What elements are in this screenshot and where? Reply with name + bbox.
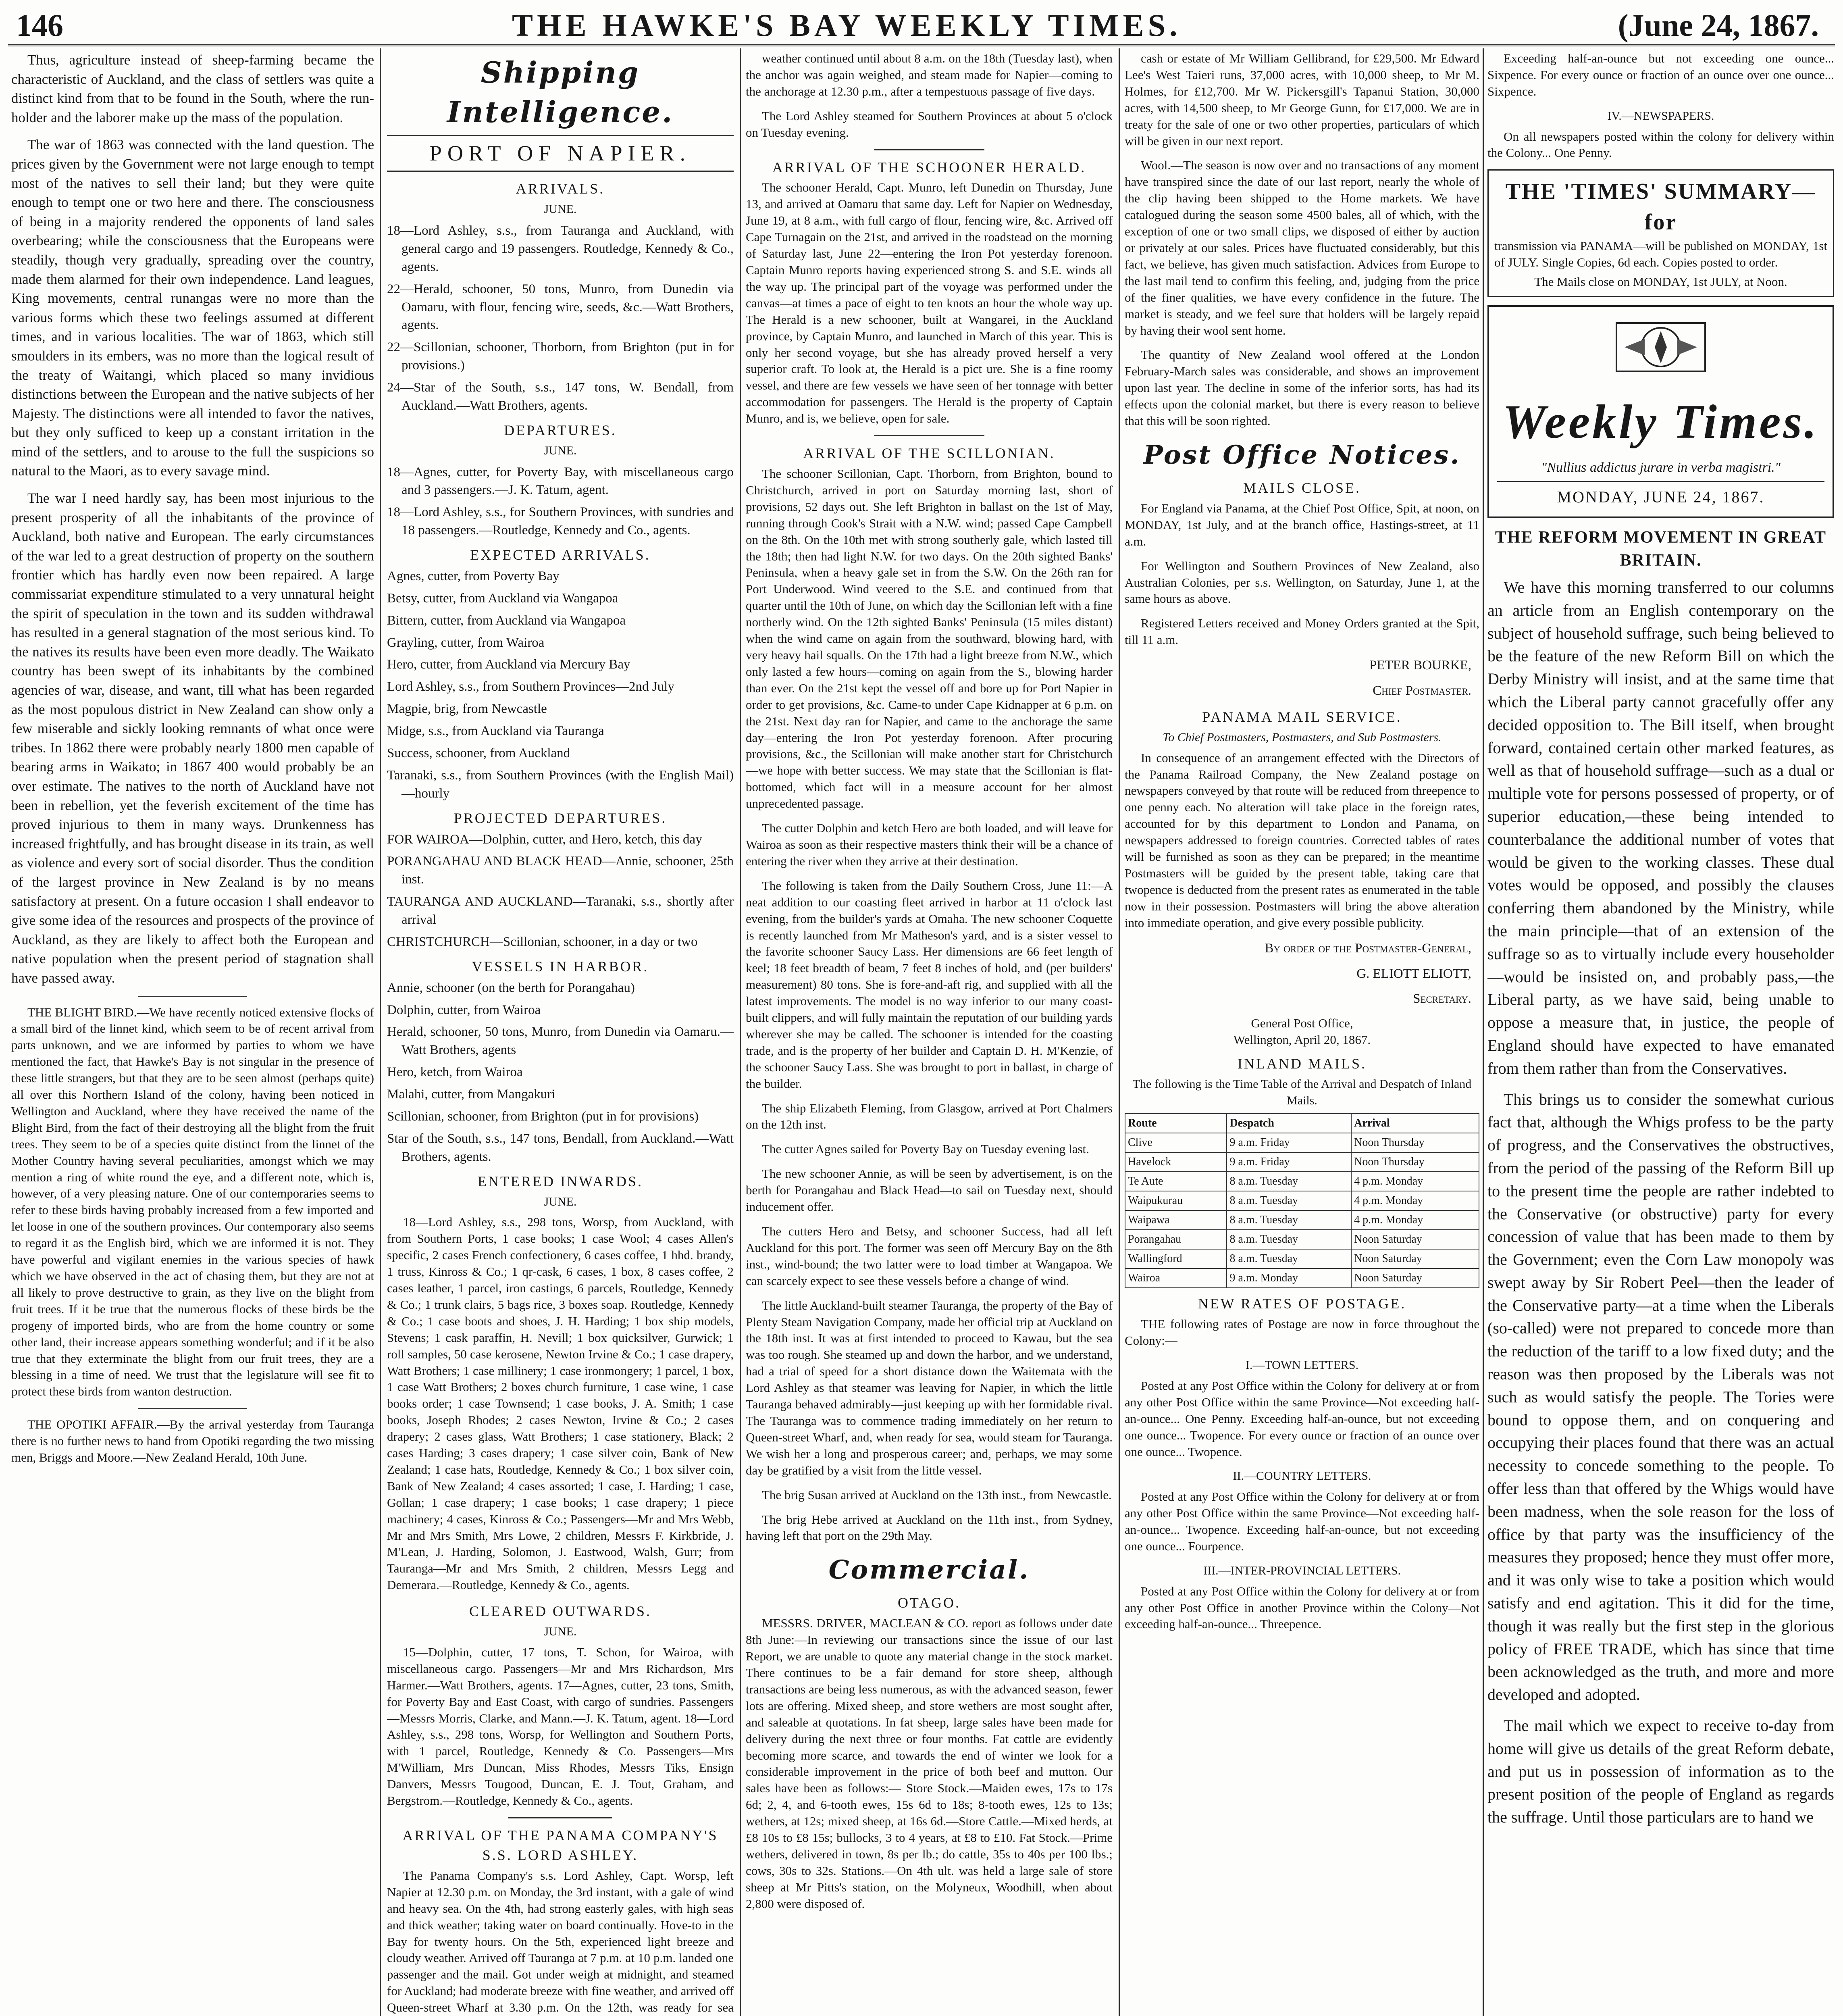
vessel-entry: Scillonian, schooner, from Brighton (put in for provisions) (387, 1109, 699, 1124)
table-cell: 8 a.m. Tuesday (1227, 1172, 1351, 1191)
table-row (1125, 1249, 1479, 1268)
newspaper-page (8, 0, 1835, 2016)
table-cell: Te Aute (1125, 1172, 1227, 1191)
summary-text: transmission via PANAMA—will be published on MONDAY, 1st of JULY. Single Copies, 6d each. Copies posted to order. (1494, 238, 1827, 269)
page-number: 146 (16, 8, 63, 43)
crest-icon (1600, 315, 1721, 379)
table-cell: Porangahau (1125, 1230, 1227, 1249)
projected-departures-heading: PROJECTED DEPARTURES. (453, 810, 667, 826)
table-cell: Havelock (1125, 1152, 1227, 1172)
arrival-entry: 18—Lord Ashley, s.s., from Tauranga and Auckland, with general cargo and 19 passengers. Routledge, Kennedy & Co., agents. (387, 223, 734, 274)
table-cell: 9 a.m. Monday (1227, 1268, 1351, 1288)
panama-mail-heading: PANAMA MAIL SERVICE. (1202, 708, 1402, 725)
expected-arrivals-heading: EXPECTED ARRIVALS. (470, 547, 651, 563)
signature-title: Chief Postmaster. (1373, 683, 1471, 698)
article-paragraph: The war of 1863 was connected with the land question. The prices given by the Government were not large enough to tempt most of the natives to sell their land; but they were quite enough to tempt one or two here and there. The consciousness of being in a majority rendered the opponents of land sales overbearing; while the consciousness that the Europeans were steadily, though very gradually, spreading over the country, made them alarmed for their own independence. Land leagues, King movements, central runangas were no more than the various forms which these two feelings assumed at different times, and in various localities. The war of 1863, which still smoulders in its embers, was no more than the logical result of the treaty of Waitangi, which placed so many invidious distinctions between the European and the native subjects of her Majesty. The distinctions were all intended to favor the natives, but they only sufficed to keep up a constant irritation in the mind of the settlers, and to arouse to the full the suspicions so natural to the Maori, as to every savage mind. (11, 137, 374, 479)
masthead (1487, 305, 1834, 518)
departure-entry: 18—Agnes, cutter, for Poverty Bay, with miscellaneous cargo and 3 passengers.—J. K. Tatum, agent. (387, 464, 734, 498)
reform-heading: THE REFORM MOVEMENT IN GREAT BRITAIN. (1495, 528, 1827, 570)
article-paragraph: cash or estate of Mr William Gellibrand, for £29,500. Mr Edward Lee's West Taieri runs, 37,000 acres, with 10,000 sheep, to Mr M. Holmes, for £12,700. Mr W. Pickersgill's Tapanui Station, 30,000 acres, with 14,500 sheep, to Mr George Gunn, for £17,000. We are in treaty for the sale of one or two other properties, particulars of which will be given in our next report. (1125, 51, 1479, 148)
shipping-note: The cutter Agnes sailed for Poverty Bay on Tuesday evening last. (762, 1142, 1089, 1156)
table-cell: 4 p.m. Monday (1351, 1210, 1479, 1230)
table-cell: Waipawa (1125, 1210, 1227, 1230)
inland-mails-table (1125, 1113, 1479, 1289)
vessel-entry: Star of the South, s.s., 147 tons, Bendall, from Auckland.—Watt Brothers, agents. (387, 1131, 734, 1164)
table-row (1125, 1152, 1479, 1172)
projected-entry: CHRISTCHURCH—Scillonian, schooner, in a day or two (387, 934, 698, 949)
inland-mails-heading: INLAND MAILS. (1238, 1056, 1367, 1072)
postage-rates-intro: THE following rates of Postage are now in force throughout the Colony:— (1125, 1317, 1479, 1348)
notice-paragraph: For Wellington and Southern Provinces of New Zealand, also Australian Colonies, per s.s. Wellington, on Saturday, June 1, at the same hours as above. (1125, 558, 1479, 606)
table-row (1125, 1210, 1479, 1230)
article-paragraph: The quantity of New Zealand wool offered at the London February-March sales was considerable, and shows an improvement upon last year. The decline in some of the inferior sorts, has had its effects upon the colonial market, but there is every reason to believe that this will be soon righted. (1125, 348, 1479, 428)
panama-text: In consequence of an arrangement effected with the Directors of the Panama Railroad Company, the New Zealand postage on newspapers conveyed by that route will be reduced from threepence to one penny each. No alteration will take place in the foreign rates, accounted for by this department to London and Panama, on newspapers addressed to foreign countries. Corrected tables of rates will be furnished as soon as they can be prepared; in the meantime Postmasters will be guided by the present table, taking care that twopence is deducted from the present rates as enumerated in the table now in their possession. Postmasters will bring the above alteration into immediate operation, and give every possible publicity. (1125, 750, 1479, 930)
table-cell: Wairoa (1125, 1268, 1227, 1288)
shipping-note: The cutter Dolphin and ketch Hero are both loaded, and will leave for Wairoa as soon as their respective masters think their will be a chance of entering the river when they arrive at their destination. (746, 821, 1113, 868)
summary-heading: THE 'TIMES' SUMMARY—for (1505, 179, 1816, 235)
expected-entry: Taranaki, s.s., from Southern Provinces (with the English Mail)—hourly (387, 768, 734, 801)
shipping-note: The little Auckland-built steamer Tauranga, the property of the Bay of Plenty Steam Navigation Company, made her official trip at Auckland on the 18th inst. It was at first intended to proceed to Kawau, but the sea was too rough. She steamed up and down the harbor, and we understand, had a trial of speed for a short distance down the Waitemata with the Lord Ashley as that steamer was leaving for Napier, in which the little Tauranga behaved admirably—just keeping up with her formidable rival. The Tauranga was to commence trading immediately on her return to Queen-street Wharf, and, when ready for sea, would steam for Tauranga. We wish her a long and prosperous career; and, perhaps, we may some day be gratified by a visit from the little vessel. (746, 1298, 1113, 1477)
rates-text: Posted at any Post Office within the Colony for delivery at or from any other Post Office within the same Province—Not exceeding half-an-ounce... One Penny. Exceeding half-an-ounce, but not exceeding one ounce... Twopence. For every ounce or fraction of an ounce over one ounce... Twopence. (1125, 1378, 1479, 1459)
entered-inwards-text: 18—Lord Ashley, s.s., 298 tons, Worsp, from Auckland, with from Southern Ports, 1 case books; 1 case Wool; 4 cases Allen's specific, 2 cases French confectionery, 6 cases coffee, 1 hhd. brandy, 1 truss, Kinross & Co.; 1 qr-cask, 6 cases, 1 box, 8 cases coffee, 2 cases leather, 1 parcel, iron castings, 6 parcels, Routledge, Kennedy & Co.; 1 trunk clairs, 5 bags rice, 3 boxes soap. Routledge, Kennedy & Co.; 1 case boots and shoes, J. H. Harding; 1 box ship models, Stevens; 1 cask paraffin, H. Nevill; 1 box quicksilver, Gurwick; 1 roll samples, 50 case kerosene, Newton Irvine & Co.; 1 case drapery, Watt Brothers; 1 case millinery; 1 case ironmongery; 1 parcel, 1 box, 1 case Watt Brothers; 2 boxes church furniture, 1 case wine, 1 case books order; 1 case Townsend; 1 case books, J. A. Smith; 1 case books, Joseph Rhodes; 2 cases Newton, Irvine & Co.; 2 cases drapery; 2 cases glass, Watt Brothers; 1 case stationery, Black; 2 cases Harding; 3 cases drapery; 1 case silver coin, Bank of New Zealand; 1 case hats, Routledge, Kennedy & Co.; 1 box silver coin, Bank of New Zealand; 4 cases assorted; 1 case, J. Harding; 1 case, Gollan; 1 case drapery; 1 case books; 1 case drapery; 1 piece machinery; 4 cases, Kinross & Co.; Passengers—Mr and Mrs Webb, Mr and Mrs Smith, Mrs Lowe, 2 children, Messrs F. Kirkbride, J. M'Lean, J. Harding, Solomon, J. Eastwood, Walsh, Gurr; from Tauranga—Mr and Mrs Smith, 2 children, Messrs Legg and Demerara.—Routledge, Kennedy & Co., agents. (387, 1215, 734, 1592)
projected-entry: FOR WAIROA—Dolphin, cutter, and Hero, ketch, this day (387, 832, 702, 847)
projected-entry: PORANGAHAU AND BLACK HEAD—Annie, schooner, 25th inst. (387, 854, 734, 887)
newspapers-heading: IV.—NEWSPAPERS. (1607, 109, 1714, 123)
column-rule (1483, 48, 1484, 2016)
column-4 (1125, 50, 1479, 2016)
scillonian-heading: ARRIVAL OF THE SCILLONIAN. (803, 445, 1055, 462)
herald-heading: ARRIVAL OF THE SCHOONER HERALD. (772, 159, 1086, 175)
editorial-paragraph: We have this morning transferred to our columns an article from an English contemporary on the subject of household suffrage, such being believed to be the feature of the new Reform Bill on which the Derby Ministry will insist, and at the same time that which the Liberal party cannot gracefully offer any decided opposition to. The Bill itself, when brought forward, contained certain other marked features, as well as that of household suffrage—such as a dual or multiple vote for persons possessed of property, or of superior education,—these being intended to counterbalance the additional number of votes that would be given to the working classes. These dual votes would be opposed, and possibly the clauses conferring them abandoned by the Ministry, while the main principle—that of an extension of the suffrage so as to virtually include every householder—would be insisted on, and probably pass,—the Liberal party, as we have said, being unable to oppose a measure that, in justice, the people of England should have expected to have emanated from them rather than from the Conservatives. (1487, 578, 1834, 1077)
editorial-paragraph: This brings us to consider the somewhat curious fact that, although the Whigs profess to be the party of progress, and the Conservatives the obstructives, from the period of the passing of the Reform Bill up to the present time the people are rather indebted to the Conservative (or obstructive) party for every concession of value that has been made to them by the Government; even the Corn Law monopoly was swept away by Sir Robert Peel—then the leader of the Conservative party—at a time when the Liberals (so-called) were not prepared to concede more than the reduction of the tariff to a low fixed duty; and the reason was then proposed by the Liberals was not such as would satisfy the people. The Tories were bound to oppose them, and on conquering and occupying their places found that there was an actual necessity to concede something to the people. To offer less than that offered by the Whigs would have been madness, when the sole reason for the loss of office by that party was the insufficiency of the measures they proposed; hence they must offer more, and it was only wise to take a position which would satisfy and end agitation. This it did for the time, though it was really but the first step in the glorious policy of FREE TRADE, which has since that time been acknowledged as the truth, and more and more developed and adopted. (1487, 1090, 1834, 1704)
column-1 (11, 50, 374, 2016)
expected-entry: Midge, s.s., from Auckland via Tauranga (387, 724, 604, 739)
port-heading: PORT OF NAPIER. (387, 135, 734, 172)
masthead-motto: "Nullius addictus jurare in verba magistri." (1541, 460, 1781, 475)
arrivals-heading: ARRIVALS. (516, 181, 605, 197)
lord-ashley-text: The Panama Company's s.s. Lord Ashley, Capt. Worsp, left Napier at 12.30 p.m. on Monday, the 3rd instant, with a gale of wind and heavy sea. On the 4th, had strong easterly gales, with high seas and thick weather; taking water on board continually. Hove-to in the Bay for twenty hours. On the 5th, experienced light breeze and cloudy weather. Arrived off Tauranga at 7 p.m. at 10 p.m. landed one passenger and the mail. Got under weigh at midnight, and steamed for Auckland; had moderate breeze with fine weather, and arrived off Queen-street Wharf at 3.30 p.m. On the 12th, was ready for sea (387, 1868, 734, 2015)
table-cell: 8 a.m. Tuesday (1227, 1210, 1351, 1230)
article-paragraph: The war I need hardly say, has been most injurious to the present prosperity of all the inhabitants of the province of Auckland, both native and European. The early circumstances of the war led to a great destruction of property on the southern frontier which has hardly even now been repaired. A large commissariat expenditure stimulated to a very unnatural height the spirit of speculation in the town and its sudden withdrawal has resulted in a general stagnation of the most serious kind. To the natives its results have been even more deadly. The Waikato country has been swept of its inhabitants by the combined agencies of war, disease, and want, till what has been regarded as the most populous district in New Zealand can show only a few miserable and sickly looking remnants of what once were tribes. In 1862 there were probably nearly 1800 men capable of bearing arms in Waikato; in 1867 400 would probably be an over estimate. The natives to the north of Auckland have not been in rebellion, yet the feverish excitement of the time has proved injurious to them in many ways. Drunkenness has increased frightfully, and has brought disease in its train, as well as violence and every sort of social disorder. Thus the condition of the largest province in New Zealand is by no means satisfactory at present. On a future occasion I shall endeavor to give some idea of the resources and prospects of the province of Auckland, as they are likely to affect both the European and native population when the present period of stagnation shall have passed away. (11, 490, 374, 986)
rates-section-heading: II.—COUNTRY LETTERS. (1233, 1469, 1371, 1483)
vessels-in-harbor-heading: VESSELS IN HARBOR. (472, 958, 649, 975)
notice-paragraph: For England via Panama, at the Chief Post Office, Spit, at noon, on MONDAY, 1st July, and at the branch office, Hastings-street, at 11 a.m. (1125, 501, 1479, 548)
opotiki-article: THE OPOTIKI AFFAIR.—By the arrival yesterday from Tauranga there is no further news to hand from Opotiki regarding the two missing men, Briggs and Moore.—New Zealand Herald, 10th June. (11, 1417, 374, 1465)
divider (138, 996, 247, 997)
month-label: JUNE. (544, 1195, 577, 1208)
article-paragraph: Thus, agriculture instead of sheep-farming became the characteristic of Auckland, and the class of settlers was quite a distinct kind from that to be found in the South, where the run-holder and the laborer make up the mass of the population. (11, 52, 374, 125)
table-cell: 8 a.m. Tuesday (1227, 1191, 1351, 1210)
rates-section-heading: I.—TOWN LETTERS. (1245, 1358, 1359, 1372)
table-cell: Waipukurau (1125, 1191, 1227, 1210)
rates-text: Posted at any Post Office within the Colony for delivery at or from any other Post Office in another Province within the Colony—Not exceeding half-an-ounce... Threepence. (1125, 1584, 1479, 1631)
arrival-entry: 24—Star of the South, s.s., 147 tons, W. Bendall, from Auckland.—Watt Brothers, agents. (387, 380, 734, 413)
vessel-entry: Hero, ketch, from Wairoa (387, 1065, 523, 1080)
shipping-note: The brig Susan arrived at Auckland on the 13th inst., from Newcastle. (762, 1487, 1112, 1502)
column-3 (746, 50, 1113, 2016)
vessel-entry: Malahi, cutter, from Mangakuri (387, 1087, 555, 1102)
expected-entry: Bittern, cutter, from Auckland via Wangapoa (387, 613, 626, 628)
column-rule (740, 48, 741, 2016)
expected-entry: Success, schooner, from Auckland (387, 746, 570, 760)
vessel-entry: Annie, schooner (on the berth for Porangahau) (387, 980, 635, 995)
month-label: JUNE. (544, 202, 577, 216)
table-cell: 9 a.m. Friday (1227, 1133, 1351, 1152)
divider (874, 435, 984, 436)
table-row (1125, 1268, 1479, 1288)
herald-text: The schooner Herald, Capt. Munro, left Dunedin on Thursday, June 13, and arrived at Oamaru that same day. Left for Napier on Wednesday, June 19, at 8 a.m., with full cargo of flour, fencing wire, &c. Arrived off Cape Turnagain on the 21st, and arrived in the roadstead on the morning of Saturday last, June 22—entering the Iron Pot yesterday forenoon. Captain Munro reports having experienced strong S. and S.E. winds all the way up. The principal part of the voyage was performed under the canvas—at times a pace of eight to ten knots an hour the whole way up. The Herald is a new schooner, built at Wangarei, in the Auckland province, by Captain Munro, and launched in March of this year. This is only her second voyage, but she has already proved herself a very superior craft. To look at, the Herald is a pict ure. She is a fine roomy vessel, and there are few vessels we have seen of her tonnage with better accommodation for passengers. The Herald is the property of Captain Munro, and is, we believe, open for sale. (746, 180, 1113, 426)
cleared-outwards-heading: CLEARED OUTWARDS. (469, 1603, 651, 1620)
table-cell: Noon Thursday (1351, 1152, 1479, 1172)
mails-close-heading: MAILS CLOSE. (1243, 479, 1361, 496)
summary-mail-note: The Mails close on MONDAY, 1st JULY, at Noon. (1534, 275, 1787, 289)
table-cell: Noon Thursday (1351, 1133, 1479, 1152)
column-2 (387, 50, 734, 2016)
table-row (1125, 1133, 1479, 1152)
expected-entry: Hero, cutter, from Auckland via Mercury Bay (387, 657, 630, 672)
column-5 (1487, 50, 1834, 2016)
shipping-intelligence-heading: Shipping Intelligence. (447, 55, 674, 129)
divider (508, 1817, 612, 1818)
table-cell: Noon Saturday (1351, 1268, 1479, 1288)
shipping-note: The cutters Hero and Betsy, and schooner Success, had all left Auckland for this port. The former was seen off Mercury Bay on the 8th inst., wind-bound; the two latter were to load timber at Wangapoa. We can scarcely expect to see these vessels before a change of wind. (746, 1224, 1113, 1288)
rates-section-heading: III.—INTER-PROVINCIAL LETTERS. (1203, 1564, 1401, 1577)
masthead-date: MONDAY, JUNE 24, 1867. (1497, 481, 1824, 508)
column-rule (1119, 48, 1120, 2016)
issue-date: (June 24, 1867. (1618, 8, 1819, 43)
expected-entry: Lord Ashley, s.s., from Southern Provinces—2nd July (387, 679, 674, 694)
table-cell: Noon Saturday (1351, 1249, 1479, 1268)
departures-heading: DEPARTURES. (504, 422, 617, 438)
article-paragraph: The Lord Ashley steamed for Southern Provinces at about 5 o'clock on Tuesday evening. (746, 108, 1113, 140)
blight-bird-article: THE BLIGHT BIRD.—We have recently noticed extensive flocks of a small bird of the linnet kind, which seem to be of recent arrival from parts unknown, and we are informed by parties to whom we have mentioned the fact, that Hawke's Bay is not singular in the presence of these little strangers, but that they are to be seen almost (perhaps quite) all over this Northern Island of the colony, having been noticed in Wellington and Auckland, where they have received the name of the Blight Bird, from the fact of their destroying all the blight from the fruit trees. They seem to be of a species quite distinct from the linnet of the Mother Country having several peculiarities, amongst which we may mention a ring of white round the eye, and a different note, which is, however, of a very pleasing nature. One of our contemporaries seems to refer to these birds having probably increased from a few imported and let loose in one of the southern provinces. Our contemporary also seems to regard it as the English bird, which we are informed it is not. They have powerful and vigilant enemies in the various species of hawk which we have observed in the act of chasing them, but they are not at all likely to prove destructive to grain, as they live on the blight from fruit trees. If it be true that the numerous flocks of these birds be the progeny of imported birds, who are from the home country or some other land, their increase appears something wonderful; and if it be also true that they exterminate the blight from our fruit trees, they are a blessing in a time of need. We trust that the legislature will see fit to protect these birds from wanton destruction. (11, 1005, 374, 1399)
masthead-title: Weekly Times. (1502, 394, 1819, 448)
otago-heading: OTAGO. (897, 1595, 961, 1611)
table-header: Route (1125, 1114, 1227, 1133)
rates-continued: Exceeding half-an-ounce but not exceeding one ounce... Sixpence. For every ounce or fraction of an ounce over one ounce... Sixpence. (1487, 51, 1834, 98)
table-cell: 8 a.m. Tuesday (1227, 1249, 1351, 1268)
shipping-note: The new schooner Annie, as will be seen by advertisement, is on the berth for Porangahau and Black Head—to sail on Tuesday next, should inducement offer. (746, 1166, 1113, 1214)
place-date: Wellington, April 20, 1867. (1233, 1033, 1371, 1047)
article-paragraph: weather continued until about 8 a.m. on the 18th (Tuesday last), when the anchor was again weighed, and steam made for Napier—coming to the anchorage at 12.30 p.m., after a tempestuous passage of five days. (746, 51, 1113, 98)
table-cell: 4 p.m. Monday (1351, 1191, 1479, 1210)
post-office-notices-heading: Post Office Notices. (1143, 439, 1461, 470)
postage-rates-heading: NEW RATES OF POSTAGE. (1198, 1295, 1406, 1312)
expected-entry: Magpie, brig, from Newcastle (387, 702, 547, 716)
table-row (1125, 1230, 1479, 1249)
table-cell: Wallingford (1125, 1249, 1227, 1268)
departure-entry: 18—Lord Ashley, s.s., for Southern Provinces, with sundries and 18 passengers.—Routledge, Kennedy and Co., agents. (387, 505, 734, 538)
table-header-row (1125, 1114, 1479, 1133)
panama-addressee: To Chief Postmasters, Postmasters, and Sub Postmasters. (1163, 730, 1442, 744)
arrival-entry: 22—Scillonian, schooner, Thorborn, from Brighton (put in for provisions.) (387, 340, 734, 373)
times-summary-notice (1487, 169, 1834, 297)
rates-text: Posted at any Post Office within the Colony for delivery at or from any other Post Office within the same Province—Not exceeding half-an-ounce... Twopence. Exceeding half-an-ounce, but not exceeding one ounce... Fourpence. (1125, 1489, 1479, 1553)
month-label: JUNE. (544, 444, 577, 457)
expected-entry: Grayling, cutter, from Wairoa (387, 635, 545, 650)
table-row (1125, 1172, 1479, 1191)
expected-entry: Agnes, cutter, from Poverty Bay (387, 569, 560, 583)
vessel-entry: Dolphin, cutter, from Wairoa (387, 1002, 541, 1017)
divider (874, 149, 984, 150)
signature-title: Secretary. (1413, 991, 1471, 1006)
order-line: By order of the Postmaster-General, (1265, 941, 1471, 956)
table-cell: 8 a.m. Tuesday (1227, 1230, 1351, 1249)
scillonian-text: The schooner Scillonian, Capt. Thorborn, from Brighton, bound to Christchurch, arrived in port on Saturday morning last, short of provisions, 52 days out. She left Brighton in ballast on the 1st of May, running through Cook's Strait with a N.W. wind; passed Cape Campbell on the 8th. On the 10th met with strong southerly gale, which lasted till the 18th; then had light N.W. for two days. On the 20th sighted Banks' Peninsula, when a heavy gale set in from the S.W. On the 26th ran for Port Underwood. Wind veered to the S.E. and continued from that quarter until the 10th of June, on which day the Scillonian left with a fine northerly wind. On the 12th sighted Banks' Peninsula (15 miles distant) when the wind came on again from the southward, blowing hard, with very heavy hail squalls. On the 17th had a light breeze from N.W., which only lasted a few hours—coming on again from the S., blowing harder than ever. On the 21st kept the vessel off and bore up for Port Napier in order to get provisions, &c. Came-to under Cape Kidnapper at 6 p.m. on the 21st. Next day ran for Napier, and came to the anchorage the same day—entering the Iron Pot yesterday forenoon. After procuring provisions, &c., the Scillonian will make another start for Christchurch—we hope with better success. We may state that the Scillonian is flat-bottomed, which fact will in a measure account for her almost unprecedented passage. (746, 467, 1113, 811)
entered-inwards-heading: ENTERED INWARDS. (478, 1173, 643, 1189)
article-paragraph: Wool.—The season is now over and no transactions of any moment have transpired since the date of our last report, nearly the whole of the clip having been shipped to the Home markets. We have catalogued during the season some 4500 bales, all of which, with the exception of one or two small clips, we disposed of either by auction or privately at our sales. Prices have fluctuated considerably, but this fact, we believe, has given much satisfaction. Advices from Europe to the last mail tend to confirm this feeling, and, judging from the price of the finer qualities, we have every confidence in the future. The market is steady, and we feel sure that holders will be largely repaid by having their wool sent home. (1125, 158, 1479, 337)
table-header: Despatch (1227, 1114, 1351, 1133)
commercial-text: MESSRS. DRIVER, MACLEAN & CO. report as follows under date 8th June:—In reviewing our transactions since the issue of our last Report, we are unable to quote any material change in the stock market. There continues to be a fair demand for store sheep, although transactions are being less numerous, as with the advanced season, fewer lots are offering. Mixed sheep, and store wethers are most sought after, and saleable at quotations. In fat sheep, large sales have been made for delivery during the next three or four months. Fat cattle are evidently becoming more scarce, and towards the end of winter we look for a considerable improvement in the price of both beef and mutton. Our sales have been as follows:— Store Stock.—Maiden ewes, 17s to 17s 6d; 2, 4, and 6-tooth ewes, 15s 6d to 18s; 8-tooth ewes, 12s to 13s; wethers, at 12s; mixed sheep, at 16s 6d.—Store Cattle.—Mixed herds, at £8 10s to £8 15s; bullocks, 3 to 4 years, at £8 to £10. Fat Stock.—Prime wethers, delivered in town, 8s per lb.; do cattle, 35s to 40s per 100 lbs.; cows, 30s to 32s. Stations.—On 4th ult. was held a large sale of store sheep at Mr Pitts's station, on the Molyneux, Woodhill, when about 2,800 were disposed of. (746, 1616, 1113, 1911)
signature-name: PETER BOURKE, (1369, 658, 1471, 673)
table-header: Arrival (1351, 1114, 1479, 1133)
editorial-paragraph: The mail which we expect to receive to-day from home will give us details of the great Reform debate, and put us in possession of information as to the present position of the people of England as regards the suffrage. Until those particulars are to hand we (1487, 1716, 1834, 1826)
divider (138, 1408, 247, 1409)
shipping-note: The brig Hebe arrived at Auckland on the 11th inst., from Sydney, having left that port on the 29th May. (746, 1512, 1113, 1543)
signature-name: G. ELIOTT ELIOTT, (1356, 966, 1471, 981)
lord-ashley-heading: ARRIVAL OF THE PANAMA COMPANY'S S.S. LORD ASHLEY. (402, 1827, 718, 1863)
newspapers-text: On all newspapers posted within the colony for delivery within the Colony... One Penny. (1487, 129, 1834, 160)
arrival-entry: 22—Herald, schooner, 50 tons, Munro, from Dunedin via Oamaru, with flour, fencing wire, seeds, &c.—Watt Brothers, agents. (387, 281, 734, 333)
page-header (8, 0, 1835, 46)
notice-paragraph: Registered Letters received and Money Orders granted at the Spit, till 11 a.m. (1125, 616, 1479, 647)
place-line: General Post Office, (1251, 1016, 1353, 1031)
projected-entry: TAURANGA AND AUCKLAND—Taranaki, s.s., shortly after arrival (387, 894, 734, 927)
cleared-outwards-text: 15—Dolphin, cutter, 17 tons, T. Schon, for Wairoa, with miscellaneous cargo. Passengers—Mr and Mrs Richardson, Mrs Harmer.—Watt Brothers, agents. 17—Agnes, cutter, 23 tons, Smith, for Poverty Bay and East Coast, with cargo of sundries. Passengers—Messrs Morris, Clarke, and Mann.—J. K. Tatum, agent. 18—Lord Ashley, s.s., 298 tons, Worsp, for Wellington and Southern Ports, with 1 parcel, Routledge, Kennedy & Co. Passengers—Mrs M'William, Mrs Duncan, Miss Rhodes, Messrs Tiks, Ensign Danvers, Messrs Tougood, Duncan, E. J. Tout, Graham, and Bergstrom.—Routledge, Kennedy & Co., agents. (387, 1645, 734, 1808)
column-rule (380, 48, 381, 2016)
vessel-entry: Herald, schooner, 50 tons, Munro, from Dunedin via Oamaru.—Watt Brothers, agents (387, 1025, 734, 1058)
newspaper-title: THE HAWKE'S BAY WEEKLY TIMES. (512, 8, 1182, 43)
table-cell: Clive (1125, 1133, 1227, 1152)
commercial-heading: Commercial. (828, 1555, 1030, 1585)
expected-entry: Betsy, cutter, from Auckland via Wangapoa (387, 591, 618, 606)
table-cell: 4 p.m. Monday (1351, 1172, 1479, 1191)
table-cell: 9 a.m. Friday (1227, 1152, 1351, 1172)
month-label: JUNE. (544, 1625, 577, 1639)
shipping-note: The following is taken from the Daily Southern Cross, June 11:—A neat addition to our coasting fleet arrived in harbor at 11 o'clock last evening, from the builder's yards at Omaha. The new schooner Coquette is recently launched from Mr Matheson's yard, and is a sister vessel to the favorite schooner Saucy Lass. Her dimensions are 66 feet length of keel; 18 feet breadth of beam, 7 feet 8 inches of hold, and (per builders' measurement) 80 tons. She is fore-and-aft rig, and supplied with all the latest improvements. The model is no way inferior to our many coast-built clippers, and will fully maintain the reputation of our building yards wherever she may be called. The schooner is intended for the coasting trade, and is the property of her builder and Captain D. H. M'Kenzie, of the schooner Saucy Lass. She was brought to port in ballast, in charge of the builder. (746, 878, 1113, 1091)
table-row (1125, 1191, 1479, 1210)
inland-mails-subtitle: The following is the Time Table of the Arrival and Despatch of Inland Mails. (1132, 1077, 1472, 1107)
shipping-note: The ship Elizabeth Fleming, from Glasgow, arrived at Port Chalmers on the 12th inst. (746, 1101, 1113, 1132)
table-cell: Noon Saturday (1351, 1230, 1479, 1249)
